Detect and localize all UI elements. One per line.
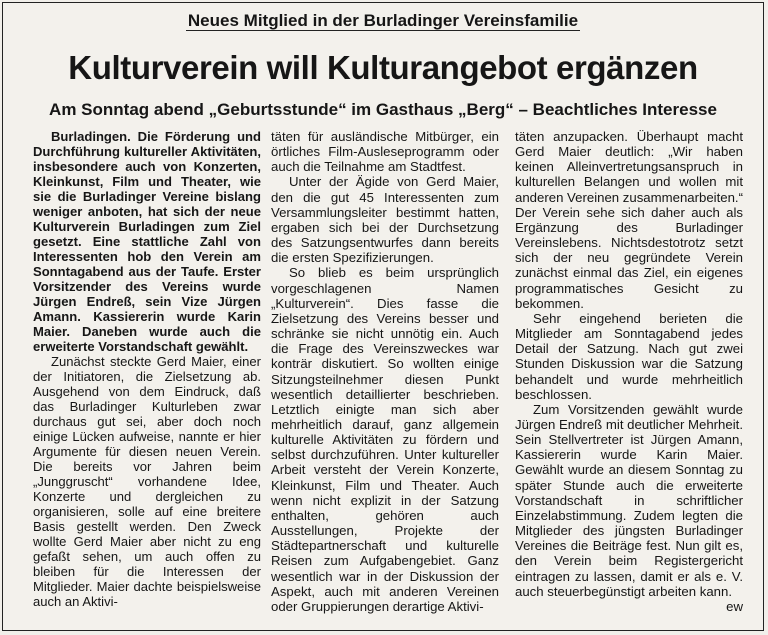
author-signature: ew: [726, 598, 743, 614]
subheadline: Am Sonntag abend „Geburtsstunde“ im Gasthaus „Berg“ – Beachtliches Interesse: [49, 100, 717, 119]
body-paragraph: Unter der Ägide von Gerd Maier, den die gut 45 Interessenten zum Versammlungsleiter bestimmt hatten, ergaben sich bei der Durchsetzung des Satzungsentwurfes dann bereits die ersten Spezifizierungen.: [271, 174, 499, 266]
headline: Kulturverein will Kulturangebot ergänzen: [68, 49, 698, 86]
article-column-2: [271, 129, 499, 614]
body-paragraph: So blieb es beim ursprünglich vorgeschlagenen Namen „Kulturverein“. Dies fasse die Zielsetzung des Vereins besser und schränke sie nicht unnötig ein. Auch die Frage des Vereinszweckes war konträr diskutiert. So wollten einige Sitzungsteilnehmer diesen Punkt wesentlich detaillierter beschrieben. Letztlich einigte man sich aber mehrheitlich darauf, ganz allgemein kulturelle Aktivitäten zu fördern und selbst durchzuführen. Unter kultureller Arbeit versteht der Verein Konzerte, Kleinkunst, Film und Theater. Auch wenn nicht explizit in der Satzung enthalten, gehören auch Ausstellungen, Projekte der Städtepartnerschaft und kulturelle Reisen zum Aufgabengebiet. Ganz wesentlich war in der Diskussion der Aspekt, auch mit anderen Vereinen oder Gruppierungen derartige Aktivi-: [271, 265, 499, 614]
lead-paragraph: Burladingen. Die Förderung und Durchführung kultureller Aktivitäten, insbesondere auch von Konzerten, Kleinkunst, Film und Theater, wie sie die Burladinger Vereine bislang weniger anboten, hat sich der neue Kulturverein Burladingen zum Ziel gesetzt. Eine stattliche Zahl von Interessenten hob den Verein am Sonntagabend aus der Taufe. Erster Vorsitzender des Vereins wurde Jürgen Endreß, sein Vize Jürgen Amann. Kassiererin wurde Karin Maier. Daneben wurde auch die erweiterte Vorstandschaft gewählt.: [33, 129, 261, 354]
body-paragraph: Zum Vorsitzenden gewählt wurde Jürgen Endreß mit deutlicher Mehrheit. Sein Stellvertreter ist Jürgen Amann, Kassiererin wurde Karin Maier. Gewählt wurde an diesem Sonntag zu später Stunde auch die erweiterte Vorstandschaft in schriftlicher Einzelabstimmung. Zudem legten die Mitglieder des jüngsten Burladinger Vereines die Beiträge fest. Nun gilt es, den Verein beim Registergericht eintragen zu lassen, damit er als e. V. auch steuerbegünstigt arbeiten kann.: [515, 401, 743, 599]
body-paragraph: Sehr eingehend berieten die Mitglieder am Sonntagabend jedes Detail der Satzung. Nach gut zwei Stunden Diskussion war die Satzung behandelt und wurde mehrheitlich beschlossen.: [515, 310, 743, 402]
body-paragraph: Zunächst steckte Gerd Maier, einer der Initiatoren, die Zielsetzung ab. Ausgehend von dem Eindruck, daß das Burladinger Kulturleben zwar durchaus gut sei, aber doch noch einige Lücken aufweise, nannte er hier Argumente für diesen neuen Verein. Die bereits vor Jahren beim „Junggruscht“ vorhandene Idee, Konzerte und dergleichen zu organisieren, solle auf eine breitere Basis gestellt werden. Den Zweck wollte Gerd Maier aber nicht zu eng gefaßt sehen, um auch offen zu bleiben für die Interessen der Mitglieder. Maier dachte beispielsweise auch an Aktivi-: [33, 353, 261, 609]
kicker-line: [3, 11, 763, 31]
article-column-1: [33, 129, 261, 609]
body-paragraph: täten anzupacken. Überhaupt macht Gerd Maier deutlich: „Wir haben keinen Alleinvertretungsanspruch in kulturellen Belangen und wollen mit anderen Vereinen zusammenarbeiten.“ Der Verein sehe sich daher auch als Ergänzung des Burladinger Vereinslebens. Nichtsdestotrotz setzt sich der neu gegründete Verein zunächst einmal das Ziel, ein eigenes programmatisches Gesicht zu bekommen.: [515, 129, 743, 311]
kicker-text: Neues Mitglied in der Burladinger Vereinsfamilie: [187, 11, 579, 30]
body-paragraph: täten für ausländische Mitbürger, ein örtliches Film-Ausleseprogramm oder auch die Teilnahme am Stadtfest.: [271, 129, 499, 175]
article-column-3: [515, 129, 743, 614]
newspaper-clipping: [2, 2, 764, 631]
